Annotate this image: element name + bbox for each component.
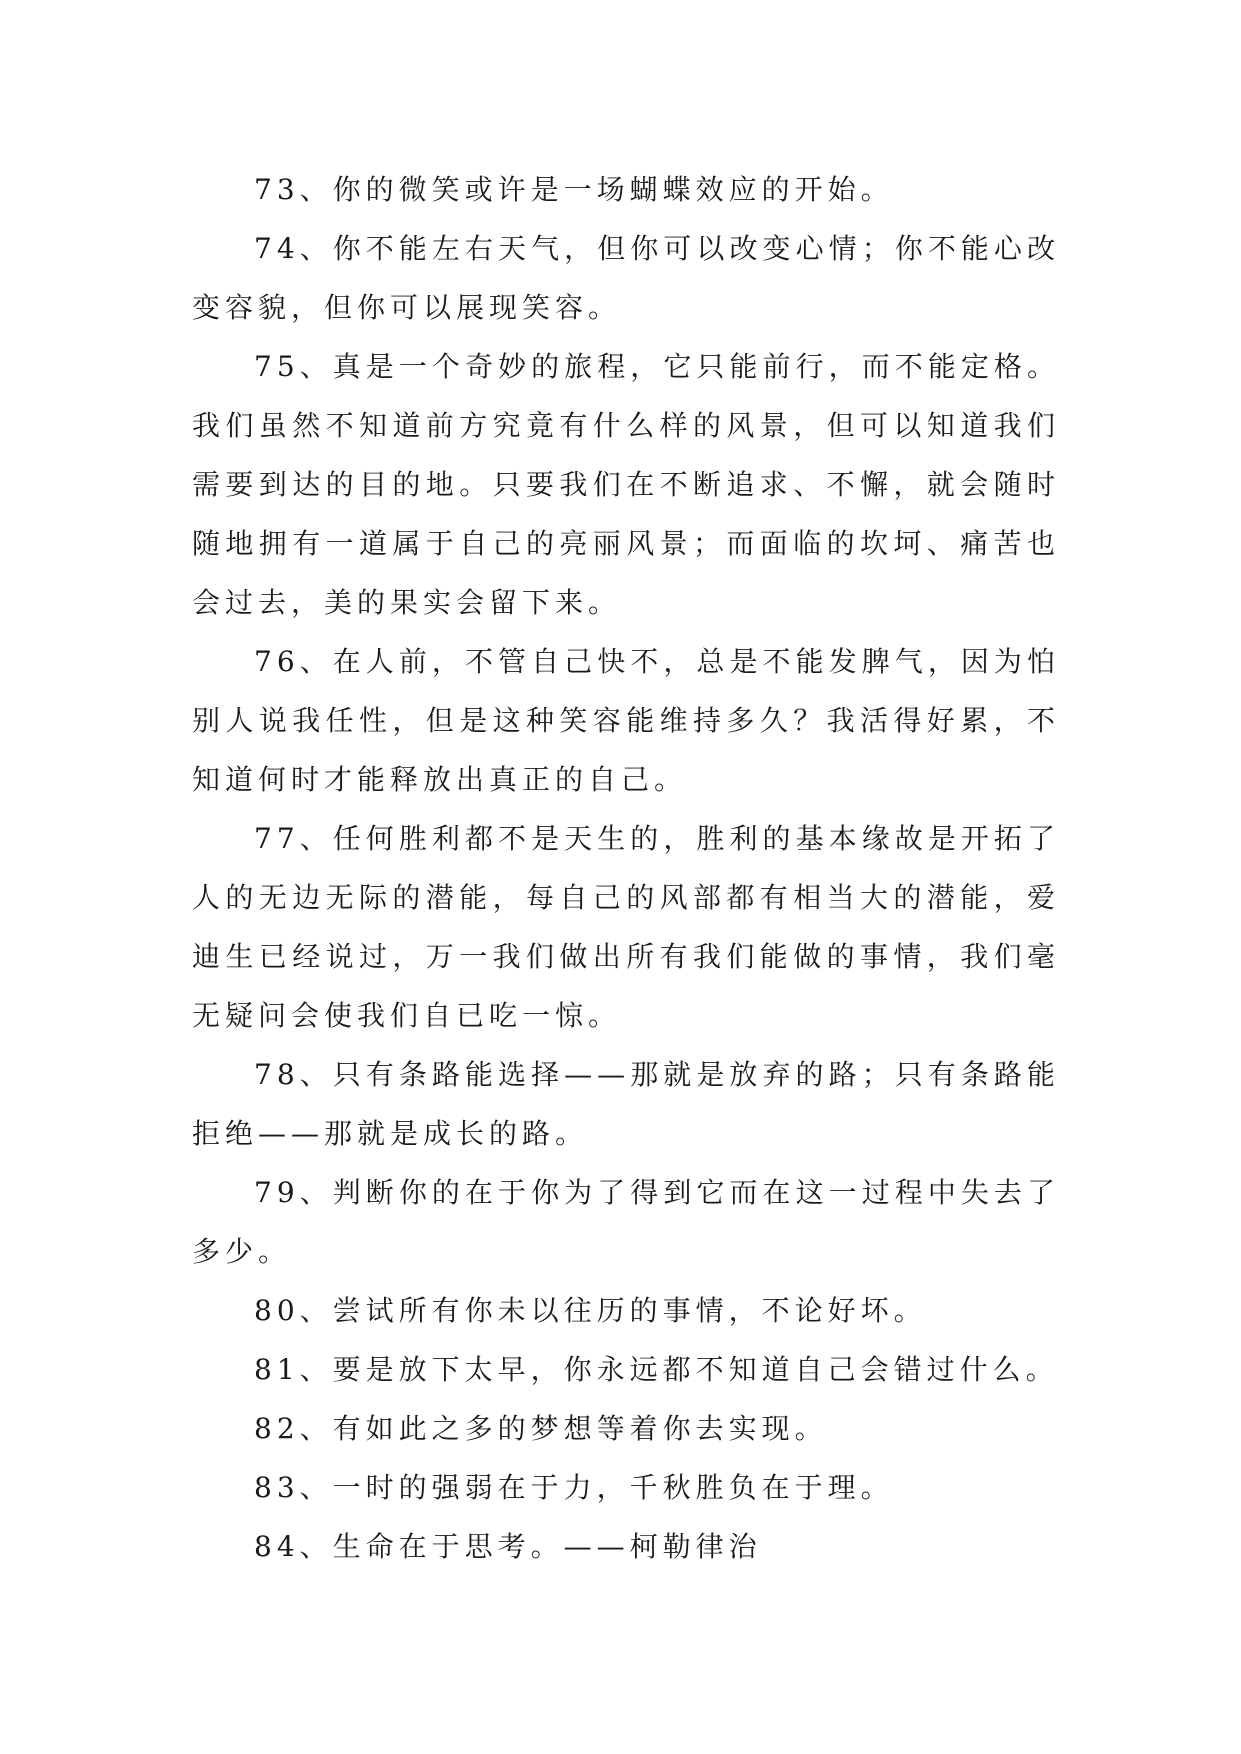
quote-paragraph-78: 78、只有条路能选择——那就是放弃的路；只有条路能拒绝——那就是成长的路。 bbox=[192, 1058, 1060, 1150]
quote-paragraph-75: 75、真是一个奇妙的旅程，它只能前行，而不能定格。我们虽然不知道前方究竟有什么样的风景，但可以知道我们需要到达的目的地。只要我们在不断追求、不懈，就会随时随地拥有一道属于自己的亮丽风景；而面临的坎坷、痛苦也会过去，美的果实会留下来。 bbox=[192, 350, 1060, 619]
quote-paragraph-80: 80、尝试所有你未以往历的事情，不论好坏。 bbox=[254, 1294, 927, 1327]
quote-paragraph-76: 76、在人前，不管自己快不，总是不能发脾气，因为怕别人说我任性，但是这种笑容能维持多久？我活得好累，不知道何时才能释放出真正的自己。 bbox=[192, 645, 1060, 796]
quote-paragraph-82: 82、有如此之多的梦想等着你去实现。 bbox=[254, 1412, 828, 1445]
quote-paragraph-73: 73、你的微笑或许是一场蝴蝶效应的开始。 bbox=[254, 173, 894, 206]
quote-paragraph-77: 77、任何胜利都不是天生的，胜利的基本缘故是开拓了人的无边无际的潜能，每自己的风部都有相当大的潜能，爱迪生已经说过，万一我们做出所有我们能做的事情，我们毫无疑问会使我们自已吃一惊。 bbox=[192, 822, 1060, 1032]
quote-paragraph-83: 83、一时的强弱在于力，千秋胜负在于理。 bbox=[254, 1471, 894, 1504]
quote-paragraph-74: 74、你不能左右天气，但你可以改变心情；你不能心改变容貌，但你可以展现笑容。 bbox=[192, 232, 1060, 324]
quote-paragraph-84: 84、生命在于思考。——柯勒律治 bbox=[254, 1530, 762, 1563]
quote-paragraph-81: 81、要是放下太早，你永远都不知道自己会错过什么。 bbox=[254, 1353, 1059, 1386]
document-body bbox=[192, 160, 1060, 1576]
quote-paragraph-79: 79、判断你的在于你为了得到它而在这一过程中失去了多少。 bbox=[192, 1176, 1060, 1268]
